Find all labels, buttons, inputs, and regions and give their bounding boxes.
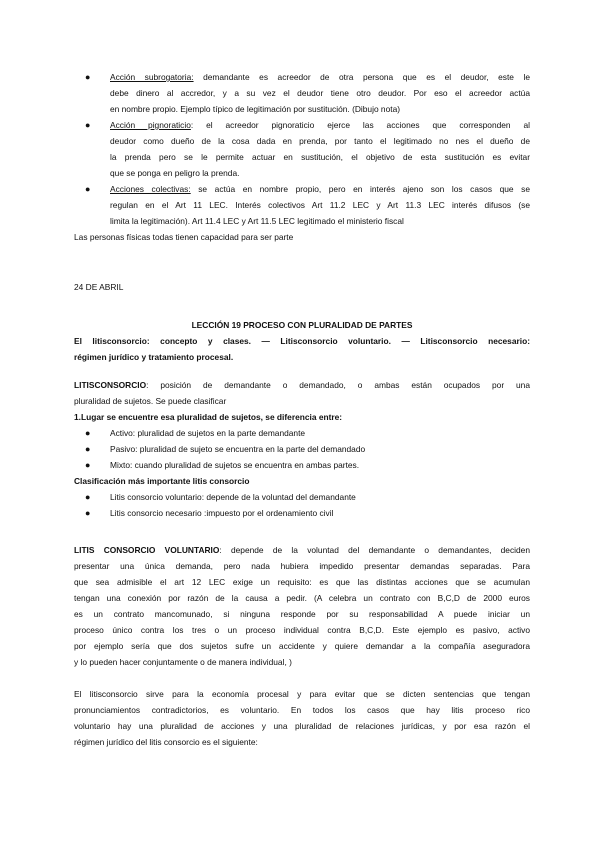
classification-heading: Clasificación más importante litis consorcio xyxy=(74,476,250,486)
list-item: ● Litis consorcio voluntario: depende de la voluntad del demandante xyxy=(74,489,530,505)
bullet-accion-pignoraticio: ● Acción pignoraticio: el acreedor pignoraticio ejerce las acciones que corresponden al deudor como dueño de la cosa dada en prenda, por tanto el legitimado no nes el dueño de la prenda pero se le permite actuar en sustitución, el objetivo de esta sustitución es evitar que se ponga en peligro la prenda. xyxy=(74,117,530,181)
bullet-dot-icon: ● xyxy=(85,428,91,438)
lesson-header xyxy=(74,317,530,365)
after-bullets-text: Las personas físicas todas tienen capacidad para ser parte xyxy=(74,232,294,242)
final-paragraph: El litisconsorcio sirve para la economía procesal y para evitar que se dicten sentencias que tengan pronunciamientos contradictorios, es voluntario. En todos los casos que hay litis proceso rico voluntario hay una pluralidad de acciones y una pluralidad de relaciones jurídicas, y por esa razón el régimen jurídico del litis consorcio es el siguiente: xyxy=(74,689,530,747)
term-accion-pignoraticio: Acción pignoraticio xyxy=(110,120,191,130)
bullet-dot-icon: ● xyxy=(85,120,91,130)
litis-def-line: LITISCONSORCIO: posición de demandante o demandado, o ambas están ocupados por una xyxy=(74,380,530,390)
section1-heading: 1.Lugar se encuentre esa pluralidad de sujetos, se diferencia entre: xyxy=(74,412,343,422)
litisconsorcio-section: LITISCONSORCIO: posición de demandante o demandado, o ambas están ocupados por una pluralidad de sujetos. Se puede clasificar 1.Lugar se encuentre esa pluralidad de sujetos, se diferencia entre: ● Activo: pluralidad de sujetos en la parte demandante ● Pasivo: pluralidad de sujeto se encuentra en la parte del demandado ● Mixto: cuando pluralidad de sujetos se encuentra en ambas partes. Clasificación más importante litis consorcio ● Litis consorcio voluntario: depende de la voluntad del demandante ● Litis consorcio necesario :impuesto por el ordenamiento civil xyxy=(74,377,530,521)
bullet-dot-icon: ● xyxy=(85,508,91,518)
bullet-dot-icon: ● xyxy=(85,444,91,454)
list-item: ● Litis consorcio necesario :impuesto por el ordenamiento civil xyxy=(74,505,530,521)
bullet-dot-icon: ● xyxy=(85,492,91,502)
list-item: ● Mixto: cuando pluralidad de sujetos se encuentra en ambas partes. xyxy=(74,457,530,473)
term-litis-consorcio-voluntario: LITIS CONSORCIO VOLUNTARIO xyxy=(74,545,220,555)
term-litisconsorcio: LITISCONSORCIO xyxy=(74,380,147,390)
list-item: ● Activo: pluralidad de sujetos en la parte demandante xyxy=(74,425,530,441)
top-bullet-list xyxy=(74,69,530,245)
lesson-title: LECCIÓN 19 PROCESO CON PLURALIDAD DE PARTES xyxy=(191,320,413,330)
bullet-acciones-colectivas: ● Acciones colectivas: se actúa en nombre propio, pero en interés ajeno son los casos que se regulan en el Art 11 LEC. Interés colectivos Art 11.2 LEC y Art 11.3 LEC interés difusos (se limita la legitimación). Art 11.4 LEC y Art 11.5 LEC legitimado el ministerio fiscal xyxy=(74,181,530,229)
bullet-accion-subrogatoria: ● Acción subrogatoria: demandante es acreedor de otra persona que es el deudor, este le debe dinero al accredor, y a su vez el deudor tiene otro deudor. Por eso el acreedor actúa en nombre propio. Ejemplo típico de legitimación por sustitución. (Dibujo nota) xyxy=(74,69,530,117)
voluntario-paragraph: LITIS CONSORCIO VOLUNTARIO: depende de la voluntad del demandante o demandantes, deciden presentar una única demanda, pero nada hubiera impedido presentar demandas separadas. Para que sea admisible el art 12 LEC exige un requisito: es que las distintas acciones que se acumulan tengan una conexión por razón de la causa a pedir. (A celebra un contrato con B,C,D de 2000 euros es un contrato mancomunado, si ninguna responde por su responsabilidad A puede iniciar un proceso único contra los tres o un proceso individual contra B,C,D. Este ejemplo es pasivo, activo por ejemplo sería que dos sujetos sufre un accidente y quiere demandar a la compañía aseguradora y lo pueden hacer conjuntamente o de manera individual, ) xyxy=(74,545,530,667)
list-item: ● Pasivo: pluralidad de sujeto se encuentra en la parte del demandado xyxy=(74,441,530,457)
term-acciones-colectivas: Acciones colectivas: xyxy=(110,184,191,194)
bullet-dot-icon: ● xyxy=(85,72,91,82)
bullet-dot-icon: ● xyxy=(85,460,91,470)
lesson-summary-line: El litisconsorcio: concepto y clases. — Litisconsorcio voluntario. — Litisconsorcio necesario: xyxy=(74,336,530,346)
lesson-summary-line: régimen jurídico y tratamiento procesal. xyxy=(74,352,234,362)
date-line: 24 DE ABRIL xyxy=(74,282,124,292)
bullet-dot-icon: ● xyxy=(85,184,91,194)
term-accion-subrogatoria: Acción subrogatoria: xyxy=(110,72,194,82)
